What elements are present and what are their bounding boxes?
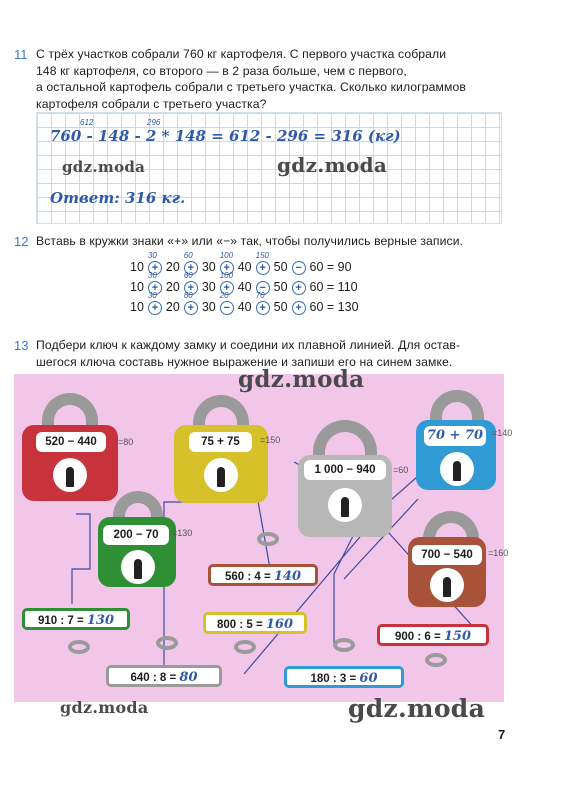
watermark: gdz.moda: [348, 694, 486, 723]
task-11-text: [36, 46, 556, 112]
superscript-612: 612: [80, 118, 94, 127]
equation-number: 50: [273, 280, 288, 294]
keyhole-icon: [204, 458, 238, 492]
task-11-line: а остальной картофель собрали с третьего участка. Сколько килограммов: [36, 80, 466, 94]
partial-sum: 70: [255, 291, 265, 300]
watermark: gdz.moda: [60, 698, 149, 717]
sign-circle[interactable]: +: [184, 281, 198, 295]
key-800[interactable]: [203, 612, 307, 634]
keyhole-icon: [430, 568, 464, 602]
partial-sum: 20: [219, 291, 229, 300]
partial-sum: 100: [219, 251, 234, 260]
sign-circle[interactable]: −: [292, 261, 306, 275]
equation-number: 40: [237, 260, 252, 274]
key-ring-icon: [257, 532, 279, 546]
sign-circle[interactable]: +: [184, 261, 198, 275]
key-expression: 910 : 7 =: [37, 615, 84, 627]
equation-number: 30: [201, 300, 216, 314]
key-900[interactable]: [377, 624, 489, 646]
key-expression: 900 : 6 =: [394, 631, 441, 643]
task-11-line: картофеля собрали с третьего участка?: [36, 96, 267, 111]
keyhole-icon: [328, 488, 362, 522]
yellow-lock-note: =150: [260, 435, 281, 445]
page-number: 7: [498, 727, 506, 742]
sign-circle[interactable]: +: [148, 261, 162, 275]
connector-line: [72, 514, 90, 604]
partial-sum: 30: [147, 251, 157, 260]
task-12-number: 12: [14, 234, 29, 249]
equation-number: 60 = 90: [309, 260, 352, 274]
keyhole-icon: [121, 550, 155, 584]
watermark: gdz.moda: [238, 366, 365, 393]
key-answer: 130: [86, 613, 115, 628]
key-640[interactable]: [106, 665, 222, 687]
grey-lock-note: =60: [393, 465, 409, 475]
keyhole-icon: [53, 458, 87, 492]
equation-row: [130, 271, 358, 295]
partial-sum: 150: [255, 251, 269, 260]
grey-lock-expression: 1 000 − 940: [304, 460, 386, 480]
sign-circle[interactable]: +: [184, 301, 198, 315]
equation-number: 60 = 110: [309, 280, 358, 294]
equation-number: 50: [273, 260, 288, 274]
watermark: gdz.moda: [62, 158, 146, 176]
equation-number: 30: [201, 260, 216, 274]
equation-number: 40: [237, 300, 252, 314]
sign-circle[interactable]: −: [256, 281, 270, 295]
equation-row: [130, 291, 359, 315]
partial-sum: 30: [147, 271, 157, 280]
equation-row: [130, 251, 352, 275]
key-ring-icon: [333, 638, 355, 652]
watermark: gdz.moda: [277, 153, 388, 177]
red-lock-expression: 520 − 440: [36, 432, 106, 452]
task-13-number: 13: [14, 338, 29, 353]
equation-number: 10: [130, 260, 144, 274]
partial-sum: 60: [183, 291, 193, 300]
sign-circle[interactable]: +: [220, 281, 234, 295]
key-ring-icon: [68, 640, 90, 654]
equation-number: 40: [237, 280, 252, 294]
task-11-line: 148 кг картофеля, со второго — в 2 раза больше, чем с первого,: [36, 63, 407, 78]
superscript-296: 296: [147, 118, 161, 127]
green-lock-expression: 200 − 70: [103, 525, 169, 545]
key-expression: 180 : 3 =: [310, 673, 357, 685]
task-13-line: Подбери ключ к каждому замку и соедини их плавной линией. Для остав-: [36, 338, 461, 352]
task-12-text: Вставь в кружки знаки «+» или «−» так, чтобы получились верные записи.: [36, 234, 464, 248]
sign-circle[interactable]: +: [148, 301, 162, 315]
sign-circle[interactable]: +: [220, 261, 234, 275]
key-answer: 150: [443, 629, 472, 644]
sign-circle[interactable]: +: [292, 301, 306, 315]
equation-number: 50: [273, 300, 288, 314]
key-answer: 140: [273, 569, 302, 584]
brown-lock-note: =160: [488, 548, 509, 558]
task-11-answer: Ответ: 316 кг.: [50, 189, 186, 207]
keyhole-icon: [440, 452, 474, 486]
yellow-lock-expression: 75 + 75: [189, 432, 252, 452]
key-answer: 60: [359, 671, 378, 686]
task-11-solution: 760 - 148 - 2 * 148 = 612 - 296 = 316 (кг): [50, 127, 401, 145]
key-180[interactable]: [284, 666, 404, 688]
key-expression: 560 : 4 =: [224, 571, 271, 583]
task-11-line: С трёх участков собрали 760 кг картофеля. С первого участка собрали: [36, 47, 447, 61]
blue-lock-expression[interactable]: 70 + 70: [424, 426, 486, 446]
sign-circle[interactable]: +: [256, 301, 270, 315]
partial-sum: 60: [183, 251, 193, 260]
key-560[interactable]: [208, 564, 318, 586]
key-ring-icon: [156, 636, 178, 650]
key-expression: 800 : 5 =: [216, 619, 263, 631]
sign-circle[interactable]: −: [220, 301, 234, 315]
green-lock-note: =130: [172, 528, 193, 538]
partial-sum: 60: [183, 271, 193, 280]
sign-circle[interactable]: +: [292, 281, 306, 295]
equation-number: 20: [165, 300, 180, 314]
equation-number: 10: [130, 280, 144, 294]
key-answer: 80: [179, 670, 198, 685]
partial-sum: 30: [147, 291, 157, 300]
key-ring-icon: [425, 653, 447, 667]
equation-number: 30: [201, 280, 216, 294]
brown-lock-expression: 700 − 540: [412, 545, 482, 565]
key-expression: 640 : 8 =: [130, 672, 177, 684]
key-910[interactable]: [22, 608, 130, 630]
sign-circle[interactable]: +: [148, 281, 162, 295]
sign-circle[interactable]: +: [256, 261, 270, 275]
equation-number: 20: [165, 260, 180, 274]
equation-number: 60 = 130: [309, 300, 359, 314]
equation-number: 10: [130, 300, 144, 314]
blue-lock-note: =140: [492, 428, 513, 438]
key-answer: 160: [265, 617, 294, 632]
task-11-number: 11: [14, 47, 28, 62]
key-ring-icon: [234, 640, 256, 654]
red-lock-note: =80: [118, 437, 134, 447]
partial-sum: 100: [219, 271, 234, 280]
task-13-line: шегося ключа составь нужное выражение и запиши его на синем замке.: [36, 354, 453, 369]
equation-number: 20: [165, 280, 180, 294]
